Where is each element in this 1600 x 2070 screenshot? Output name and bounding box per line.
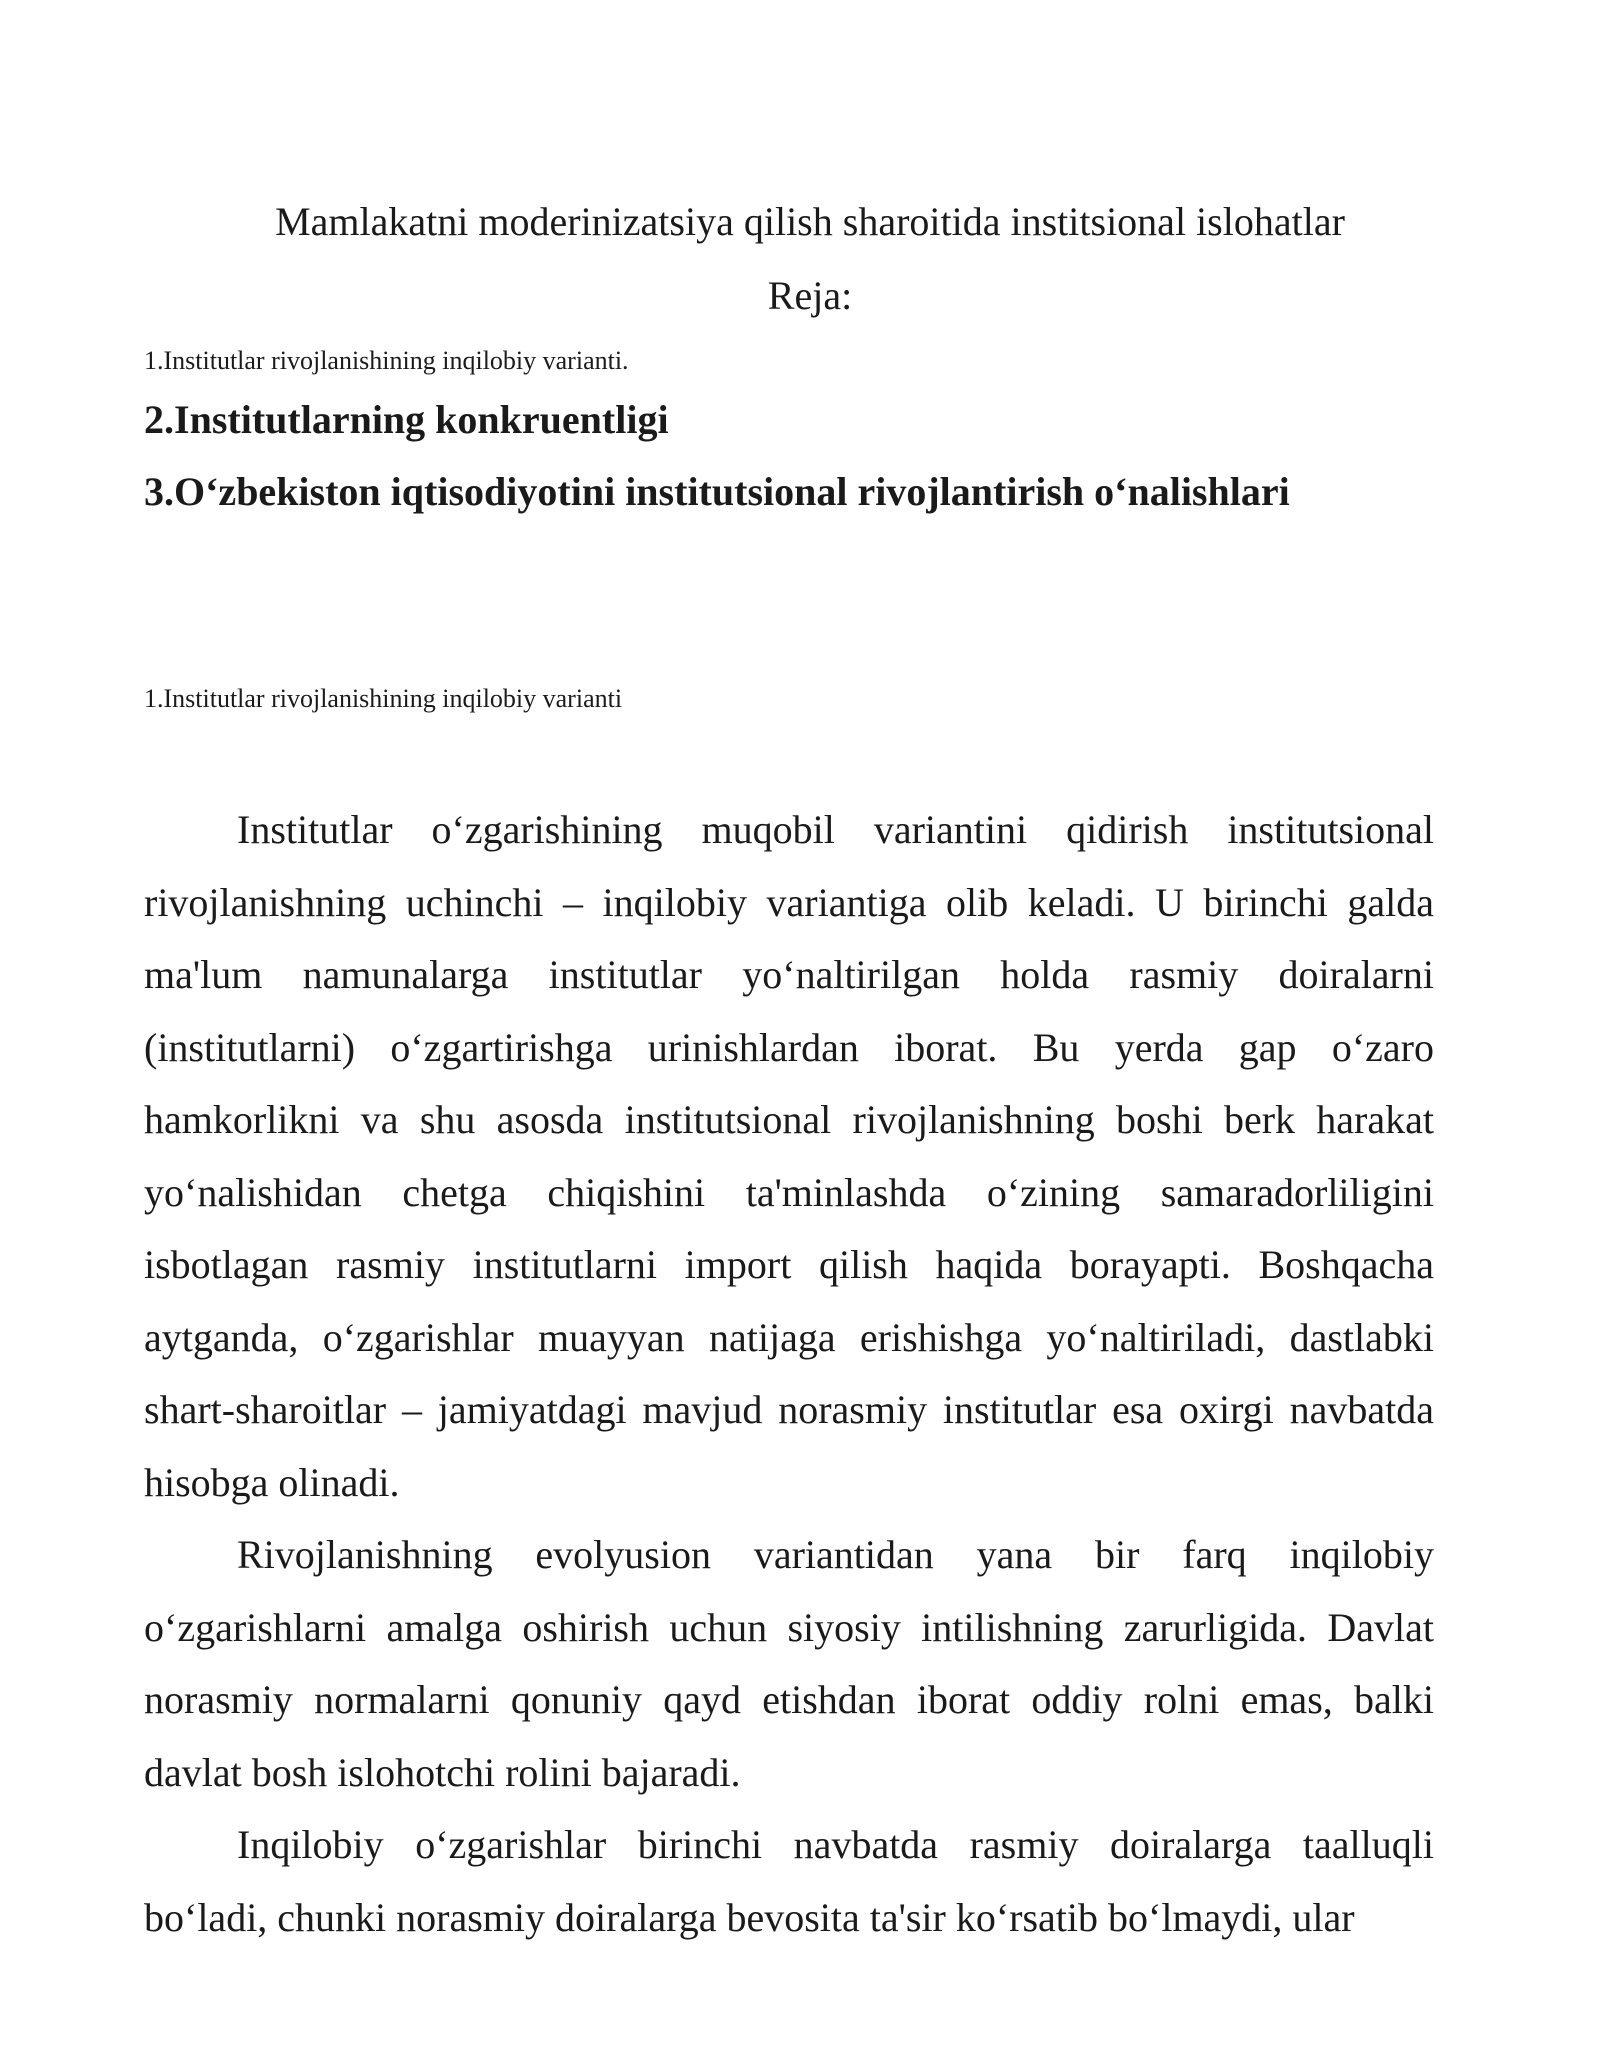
paragraph-3: Inqilobiy o‘zgarishlar birinchi navbatda rasmiy doiralarga taalluqli bo‘ladi, chunki norasmiy doiralarga bevosita ta'sir ko‘rsatib bo‘lmaydi, ular (144, 1822, 1434, 1940)
plan-item-2: 2.Institutlarning konkruentligi (144, 397, 669, 442)
paragraph-2: Rivojlanishning evolyusion variantidan yana bir farq inqilobiy o‘zgarishlarni amalga oshirish uchun siyosiy intilishning zarurligida. Davlat norasmiy normalarni qonuniy qayd etishdan iborat oddiy rolni emas, balki davlat bosh islohotchi rolini bajaradi. (144, 1532, 1434, 1795)
plan-heading: Reja: (767, 273, 853, 318)
plan-item-1: 1.Institutlar rivojlanishining inqilobiy varianti. (144, 346, 629, 375)
plan-item-3: 3.O‘zbekiston iqtisodiyotini institutsional rivojlantirish o‘nalishlari (144, 469, 1290, 514)
document-title: Mamlakatni moderinizatsiya qilish sharoitida institsional islohatlar (275, 199, 1345, 244)
body-text (144, 794, 1434, 1954)
paragraph-1: Institutlar o‘zgarishining muqobil variantini qidirish institutsional rivojlanishning uchinchi – inqilobiy variantiga olib keladi. U birinchi galda ma'lum namunalarga institutlar yo‘naltirilgan holda rasmiy doiralarni (institutlarni) o‘zgartirishga urinishlardan iborat. Bu yerda gap o‘zaro hamkorlikni va shu asosda institutsional rivojlanishning boshi berk harakat yo‘nalishidan chetga chiqishini ta'minlashda o‘zining samaradorliligini isbotlagan rasmiy institutlarni import qilish haqida borayapti. Boshqacha aytganda, o‘zgarishlar muayyan natijaga erishishga yo‘naltiriladi, dastlabki shart-sharoitlar – jamiyatdagi mavjud norasmiy institutlar esa oxirgi navbatda hisobga olinadi. (144, 807, 1434, 1505)
section-heading: 1.Institutlar rivojlanishining inqilobiy varianti (144, 684, 623, 713)
